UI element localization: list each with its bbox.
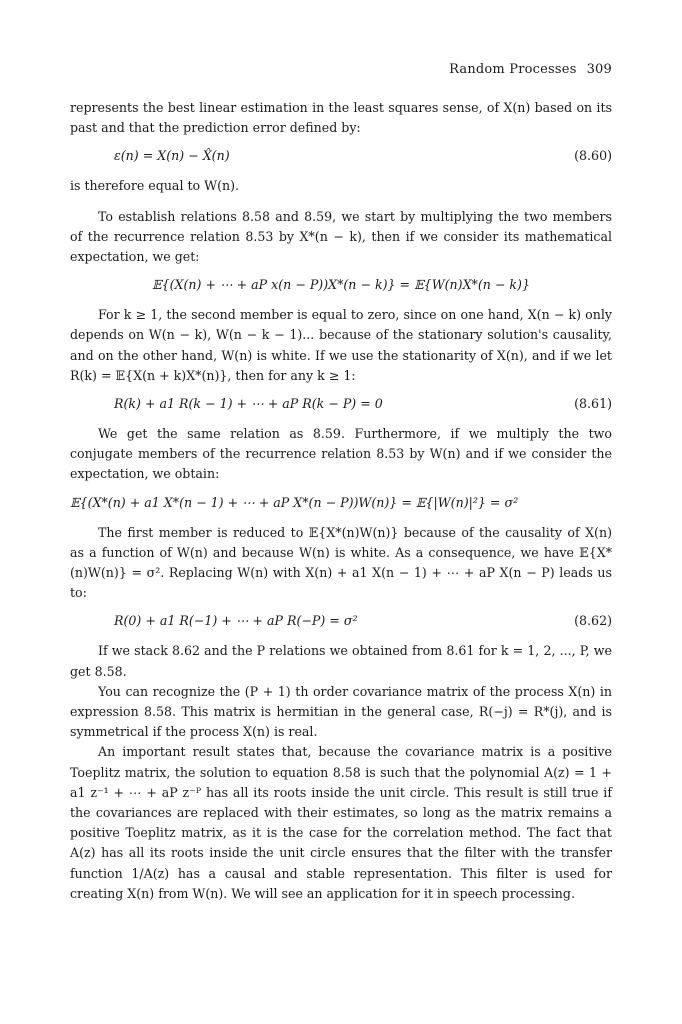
page-number: 309 (586, 62, 612, 77)
equation-expression: 𝔼{(X(n) + ⋯ + aP x(n − P))X*(n − k)} = 𝔼{W(n)X*(n − k)} (152, 277, 530, 293)
equation-expression: R(0) + a1 R(−1) + ⋯ + aP R(−P) = σ² (114, 613, 358, 629)
running-header (449, 62, 612, 77)
paragraph: If we stack 8.62 and the P relations we obtained from 8.61 for k = 1, 2, ..., P, we get 8.58. (70, 643, 612, 679)
paragraph: represents the best linear estimation in the least squares sense, of X(n) based on its past and that the prediction error defined by: (70, 100, 612, 136)
equation-number: (8.61) (574, 396, 612, 412)
paragraph: You can recognize the (P + 1) th order covariance matrix of the process X(n) in expression 8.58. This matrix is hermitian in the general case, R(−j) = R*(j), and is symmetrical if the process X(n) is real. (70, 683, 612, 740)
equation-expectation (70, 275, 612, 297)
equation-number: (8.60) (574, 148, 612, 164)
equation-8-61 (70, 394, 612, 416)
paragraph: To establish relations 8.58 and 8.59, we start by multiplying the two members of the recurrence relation 8.53 by X*(n − k), then if we consider its mathematical expectation, we get: (70, 208, 612, 265)
equation-expression: ε(n) = X(n) − X̂(n) (114, 148, 230, 164)
equation-number: (8.62) (574, 613, 612, 629)
paragraph: is therefore equal to W(n). (70, 178, 240, 194)
equation-8-60 (70, 146, 612, 168)
paragraph: For k ≥ 1, the second member is equal to zero, since on one hand, X(n − k) only depends on W(n − k), W(n − k − 1)... because of the stationary solution's causality, and on the other hand, W(n) is white. If we use the stationarity of X(n), and if we let R(k) = 𝔼{X(n + k)X*(n)}, then for any k ≥ 1: (70, 307, 612, 383)
paragraph: We get the same relation as 8.59. Furthermore, if we multiply the two conjugate members of the recurrence relation 8.53 by W(n) and if we consider the expectation, we obtain: (70, 426, 612, 482)
equation-8-62 (70, 611, 612, 633)
equation-expression: 𝔼{(X*(n) + a1 X*(n − 1) + ⋯ + aP X*(n − P))W(n)} = 𝔼{|W(n)|²} = σ² (70, 494, 519, 510)
paragraph: The first member is reduced to 𝔼{X*(n)W(n)} because of the causality of X(n) as a function of W(n) and because W(n) is white. As a consequence, we have 𝔼{X*(n)W(n)} = σ². Replacing W(n) with X(n) + a1 X(n − 1) + ⋯ + aP X(n − P) leads us to: (70, 524, 612, 601)
equation-covariance (70, 493, 612, 515)
paragraph: An important result states that, because the covariance matrix is a positive Toeplitz matrix, the solution to equation 8.58 is such that the polynomial A(z) = 1 + a1 z⁻¹ + ⋯ + aP z⁻ᴾ has all its roots inside the unit circle. This result is still true if the covariances are replaced with their estimates, so long as the matrix remains a positive Toeplitz matrix, as it is the case for the correlation method. The fact that A(z) has all its roots inside the unit circle ensures that the filter with the transfer function 1/A(z) has a causal and stable representation. This filter is used for creating X(n) from W(n). We will see an application for it in speech processing. (70, 744, 612, 901)
running-title: Random Processes (449, 62, 577, 77)
equation-expression: R(k) + a1 R(k − 1) + ⋯ + aP R(k − P) = 0 (114, 396, 383, 412)
main-text (70, 98, 612, 904)
